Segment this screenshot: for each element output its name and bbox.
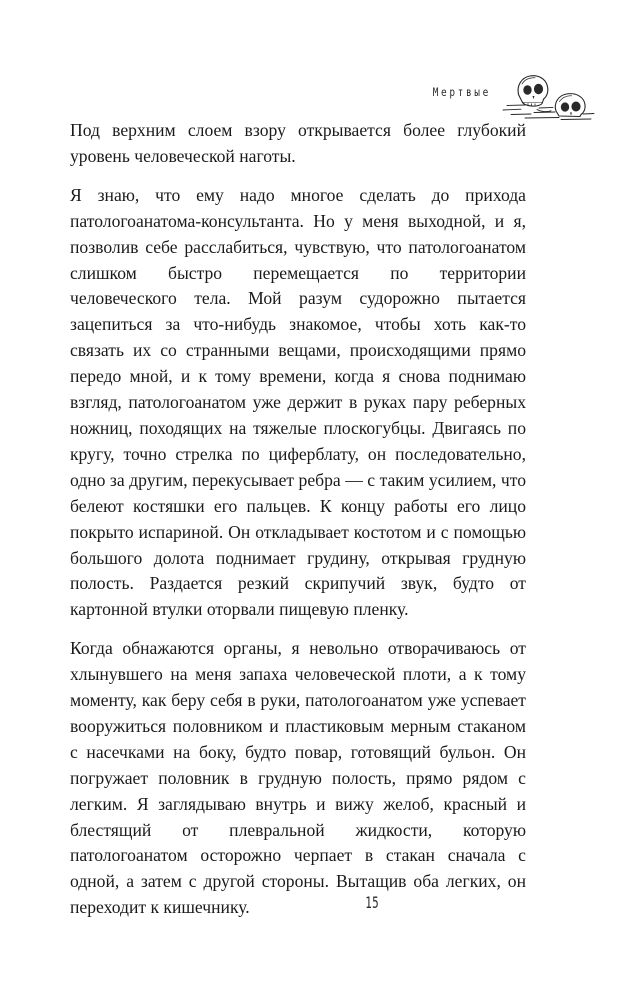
folio bbox=[0, 893, 644, 913]
body-text bbox=[70, 118, 526, 921]
paragraph: Когда обнажаются органы, я невольно отворачиваюсь от хлынувшего на меня запаха человеческой плоти, а к тому моменту, как беру себя в руки, патологоанатом уже успевает вооружиться половником и пластиковым мерным стаканом с насечками на боку, будто повар, готовящий бульон. Он погружает половник в грудную полость, прямо рядом с легким. Я заглядываю внутрь и вижу желоб, красный и блестящий от плевральной жидкости, которую патологоанатом осторожно черпает в стакан сначала с одной, а затем с другой стороны. Вытащив оба легких, он переходит к кишечнику. bbox=[70, 638, 526, 918]
running-head-title: Мертвые bbox=[432, 85, 491, 99]
two-skulls-illustration bbox=[501, 64, 596, 122]
paragraph: Я знаю, что ему надо многое сделать до прихода патологоанатома-консультанта. Но у меня выходной, и я, позволив себе расслабиться, чувствую, что патологоанатом слишком быстро перемещается по территории человеческого тела. Мой разум судорожно пытается зацепиться за что-нибудь знакомое, чтобы хоть как-то связать их со странными вещами, происходящими прямо передо мной, и к тому времени, когда я снова поднимаю взгляд, патологоанатом уже держит в руках пару реберных ножниц, походящих на тяжелые плоскогубцы. Двигаясь по кругу, точно стрелка по циферблату, он последовательно, одно за другим, перекусывает ребра — с таким усилием, что белеют костяшки его пальцев. К концу работы его лицо покрыто испариной. Он откладывает костотом и с помощью большого долота поднимает грудину, открывая грудную полость. Раздается резкий скрипучий звук, будто от картонной втулки оторвали пищевую пленку. bbox=[70, 184, 526, 620]
paragraph: Под верхним слоем взору открывается более глубокий уровень человеческой наготы. bbox=[70, 120, 526, 166]
running-head bbox=[420, 66, 596, 120]
page-number: 15 bbox=[365, 893, 379, 912]
